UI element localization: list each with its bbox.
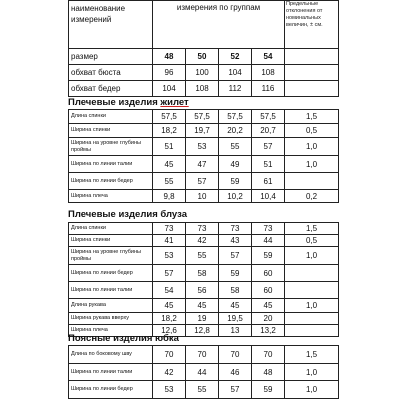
value-cell: 42 bbox=[153, 364, 186, 381]
table-row bbox=[69, 235, 339, 247]
value-cell: 57 bbox=[219, 381, 252, 399]
value-cell: 19,7 bbox=[186, 124, 219, 138]
value-cell: 18,2 bbox=[153, 124, 186, 138]
value-cell: 19 bbox=[186, 313, 219, 325]
value-cell: 57 bbox=[252, 138, 285, 156]
value-cell: 44 bbox=[186, 364, 219, 381]
value-cell: 49 bbox=[219, 156, 252, 173]
tolerance-cell bbox=[285, 313, 339, 325]
value-cell: 57,5 bbox=[186, 110, 219, 124]
value-cell: 55 bbox=[186, 247, 219, 265]
value-cell: 104 bbox=[153, 81, 186, 97]
tolerance-cell bbox=[285, 65, 339, 81]
value-cell: 43 bbox=[219, 235, 252, 247]
value-cell: 41 bbox=[153, 235, 186, 247]
row-label: Ширина рукава вверху bbox=[69, 313, 153, 325]
tolerance-cell: 0,2 bbox=[285, 190, 339, 203]
tolerance-cell bbox=[285, 49, 339, 65]
value-cell: 45 bbox=[153, 156, 186, 173]
size-value: 54 bbox=[252, 49, 285, 65]
value-cell: 55 bbox=[219, 138, 252, 156]
value-cell: 57,5 bbox=[153, 110, 186, 124]
tolerance-cell: 1,0 bbox=[285, 364, 339, 381]
value-cell: 73 bbox=[186, 223, 219, 235]
value-cell: 57,5 bbox=[219, 110, 252, 124]
value-cell: 54 bbox=[153, 282, 186, 299]
row-label: Длина по боковому шву bbox=[69, 346, 153, 364]
table-row bbox=[69, 49, 339, 65]
row-label: Ширина на уровне глубины проймы bbox=[69, 247, 153, 265]
value-cell: 12,8 bbox=[186, 325, 219, 337]
size-value: 48 bbox=[153, 49, 186, 65]
row-label: обхват бюста bbox=[69, 65, 153, 81]
row-label: Ширина по линии бедер bbox=[69, 173, 153, 190]
value-cell: 57 bbox=[219, 247, 252, 265]
value-cell: 57 bbox=[186, 173, 219, 190]
value-cell: 44 bbox=[252, 235, 285, 247]
value-cell: 10,4 bbox=[252, 190, 285, 203]
table-row bbox=[69, 65, 339, 81]
value-cell: 100 bbox=[186, 65, 219, 81]
tolerance-cell bbox=[285, 282, 339, 299]
value-cell: 73 bbox=[219, 223, 252, 235]
table-row bbox=[69, 173, 339, 190]
tolerance-cell: 1,0 bbox=[285, 138, 339, 156]
table-row bbox=[69, 124, 339, 138]
section-title-vest: Плечевые изделия жилет bbox=[68, 97, 189, 108]
value-cell: 58 bbox=[219, 282, 252, 299]
table-row bbox=[69, 282, 339, 299]
value-cell: 56 bbox=[186, 282, 219, 299]
value-cell: 51 bbox=[252, 156, 285, 173]
value-cell: 108 bbox=[186, 81, 219, 97]
row-label: Длина спинки bbox=[69, 110, 153, 124]
table-row bbox=[69, 346, 339, 364]
size-value: 52 bbox=[219, 49, 252, 65]
value-cell: 19,5 bbox=[219, 313, 252, 325]
tolerance-cell: 1,5 bbox=[285, 110, 339, 124]
tolerance-cell bbox=[285, 325, 339, 337]
table-row bbox=[69, 299, 339, 313]
tolerance-cell bbox=[285, 81, 339, 97]
value-cell: 70 bbox=[153, 346, 186, 364]
value-cell: 73 bbox=[252, 223, 285, 235]
table-row bbox=[69, 190, 339, 203]
value-cell: 104 bbox=[219, 65, 252, 81]
table-row bbox=[69, 265, 339, 282]
vest-table bbox=[68, 109, 339, 203]
value-cell: 60 bbox=[252, 282, 285, 299]
value-cell: 57,5 bbox=[252, 110, 285, 124]
table-row bbox=[69, 138, 339, 156]
value-cell: 12,6 bbox=[153, 325, 186, 337]
tolerance-cell: 0,5 bbox=[285, 235, 339, 247]
row-label: Ширина по линии бедер bbox=[69, 265, 153, 282]
value-cell: 70 bbox=[219, 346, 252, 364]
table-row bbox=[69, 223, 339, 235]
section-title-underlined: жилет bbox=[160, 97, 189, 108]
value-cell: 112 bbox=[219, 81, 252, 97]
section-title-skirt: Поясные изделия юбка bbox=[68, 333, 179, 344]
value-cell: 70 bbox=[186, 346, 219, 364]
tolerance-cell bbox=[285, 173, 339, 190]
row-label: Ширина спинки bbox=[69, 124, 153, 138]
row-label: Ширина по линии талии bbox=[69, 364, 153, 381]
table-row bbox=[69, 381, 339, 399]
value-cell: 46 bbox=[219, 364, 252, 381]
blouse-table bbox=[68, 222, 339, 337]
value-cell: 73 bbox=[153, 223, 186, 235]
table-row bbox=[69, 313, 339, 325]
table-row bbox=[69, 81, 339, 97]
value-cell: 42 bbox=[186, 235, 219, 247]
value-cell: 53 bbox=[153, 381, 186, 399]
value-cell: 53 bbox=[186, 138, 219, 156]
value-cell: 59 bbox=[252, 381, 285, 399]
value-cell: 55 bbox=[186, 381, 219, 399]
row-label: Ширина плеча bbox=[69, 325, 153, 337]
value-cell: 59 bbox=[219, 173, 252, 190]
value-cell: 61 bbox=[252, 173, 285, 190]
value-cell: 47 bbox=[186, 156, 219, 173]
row-label: размер bbox=[69, 49, 153, 65]
value-cell: 20 bbox=[252, 313, 285, 325]
value-cell: 13,2 bbox=[252, 325, 285, 337]
table-row bbox=[69, 247, 339, 265]
value-cell: 45 bbox=[252, 299, 285, 313]
table-row bbox=[69, 156, 339, 173]
row-label: Ширина по линии талии bbox=[69, 282, 153, 299]
tolerance-cell: 1,0 bbox=[285, 247, 339, 265]
header-measurement-name: наименование измерений bbox=[69, 1, 153, 49]
value-cell: 58 bbox=[186, 265, 219, 282]
tolerance-cell: 1,5 bbox=[285, 223, 339, 235]
row-label: Ширина на уровне глубины проймы bbox=[69, 138, 153, 156]
value-cell: 60 bbox=[252, 265, 285, 282]
row-label: Ширина по линии талии bbox=[69, 156, 153, 173]
value-cell: 59 bbox=[219, 265, 252, 282]
value-cell: 55 bbox=[153, 173, 186, 190]
table-row bbox=[69, 110, 339, 124]
row-label: Ширина спинки bbox=[69, 235, 153, 247]
value-cell: 20,7 bbox=[252, 124, 285, 138]
value-cell: 53 bbox=[153, 247, 186, 265]
value-cell: 57 bbox=[153, 265, 186, 282]
value-cell: 18,2 bbox=[153, 313, 186, 325]
row-label: Ширина плеча bbox=[69, 190, 153, 203]
row-label: Ширина по линии бедер bbox=[69, 381, 153, 399]
value-cell: 51 bbox=[153, 138, 186, 156]
value-cell: 10 bbox=[186, 190, 219, 203]
value-cell: 9,8 bbox=[153, 190, 186, 203]
row-label: Длина рукава bbox=[69, 299, 153, 313]
tolerance-note: Предельные отклонения от номинальных величин, ± см. bbox=[286, 1, 323, 28]
value-cell: 70 bbox=[252, 346, 285, 364]
skirt-table bbox=[68, 345, 339, 399]
value-cell: 45 bbox=[186, 299, 219, 313]
tolerance-cell: 1,0 bbox=[285, 381, 339, 399]
tolerance-cell: 1,0 bbox=[285, 156, 339, 173]
row-label: Длина спинки bbox=[69, 223, 153, 235]
value-cell: 13 bbox=[219, 325, 252, 337]
value-cell: 20,2 bbox=[219, 124, 252, 138]
section-title-blouse: Плечевые изделия блуза bbox=[68, 209, 187, 220]
table-row bbox=[69, 364, 339, 381]
value-cell: 108 bbox=[252, 65, 285, 81]
value-cell: 45 bbox=[153, 299, 186, 313]
value-cell: 45 bbox=[219, 299, 252, 313]
tolerance-cell: 1,5 bbox=[285, 346, 339, 364]
tolerance-cell: 0,5 bbox=[285, 124, 339, 138]
tolerance-cell bbox=[285, 265, 339, 282]
value-cell: 96 bbox=[153, 65, 186, 81]
row-label: обхват бедер bbox=[69, 81, 153, 97]
value-cell: 48 bbox=[252, 364, 285, 381]
value-cell: 59 bbox=[252, 247, 285, 265]
header-measurements-by-group: измерения по группам bbox=[153, 1, 285, 49]
tolerance-cell: 1,0 bbox=[285, 299, 339, 313]
size-value: 50 bbox=[186, 49, 219, 65]
value-cell: 116 bbox=[252, 81, 285, 97]
value-cell: 10,2 bbox=[219, 190, 252, 203]
